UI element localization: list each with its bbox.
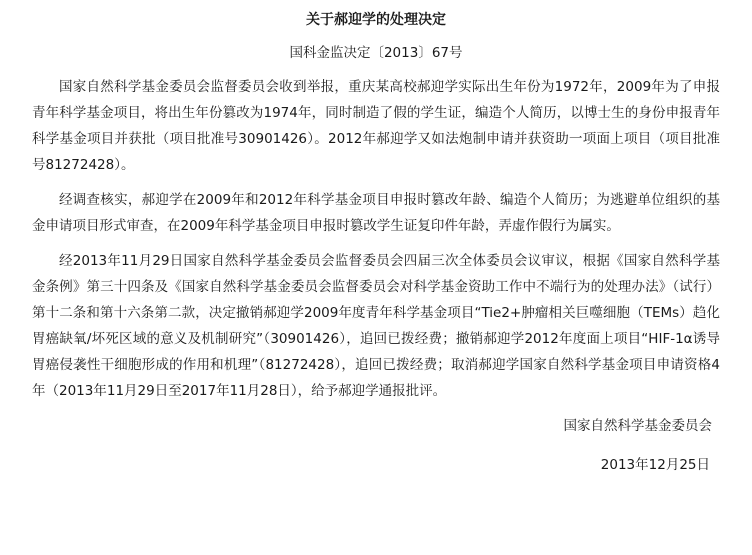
body-paragraph-3: 经2013年11月29日国家自然科学基金委员会监督委员会四届三次全体委员会议审议，根据《国家自然科学基金条例》第三十四条及《国家自然科学基金委员会监督委员会对科学基金资助工作中不端行为的处理办法》（试行）第十二条和第十六条第二款，决定撤销郝迎学2009年度青年科学基金项目“Tie2+肿瘤相关巨噬细胞（TEMs）趋化胃癌缺氧/坏死区域的意义及机制研究”（30901426），追回已拨经费；撤销郝迎学2012年度面上项目“HIF-1α诱导胃癌侵袭性干细胞形成的作用和机理”（81272428），追回已拨经费；取消郝迎学国家自然科学基金项目申请资格4年（2013年11月29日至2017年11月28日），给予郝迎学通报批评。	[32, 253, 720, 399]
document-title: 关于郝迎学的处理决定	[306, 12, 446, 28]
document-number: 国科金监决定〔2013〕67号	[289, 45, 463, 61]
body-paragraph-2: 经调查核实，郝迎学在2009年和2012年科学基金项目申报时篡改年龄、编造个人简历；为逃避单位组织的基金申请项目形式审查，在2009年科学基金项目申报时篡改学生证复印件年龄，弄虚作假行为属实。	[32, 192, 720, 234]
issue-date: 2013年12月25日	[600, 457, 710, 473]
body-paragraph-1: 国家自然科学基金委员会监督委员会收到举报，重庆某高校郝迎学实际出生年份为1972年，2009年为了申报青年科学基金项目，将出生年份篡改为1974年，同时制造了假的学生证，编造个人简历，以博士生的身份申报青年科学基金项目并获批（项目批准号30901426）。2012年郝迎学又如法炮制申请并获资助一项面上项目（项目批准号81272428）。	[32, 79, 720, 173]
issuer-signature: 国家自然科学基金委员会	[563, 418, 712, 434]
